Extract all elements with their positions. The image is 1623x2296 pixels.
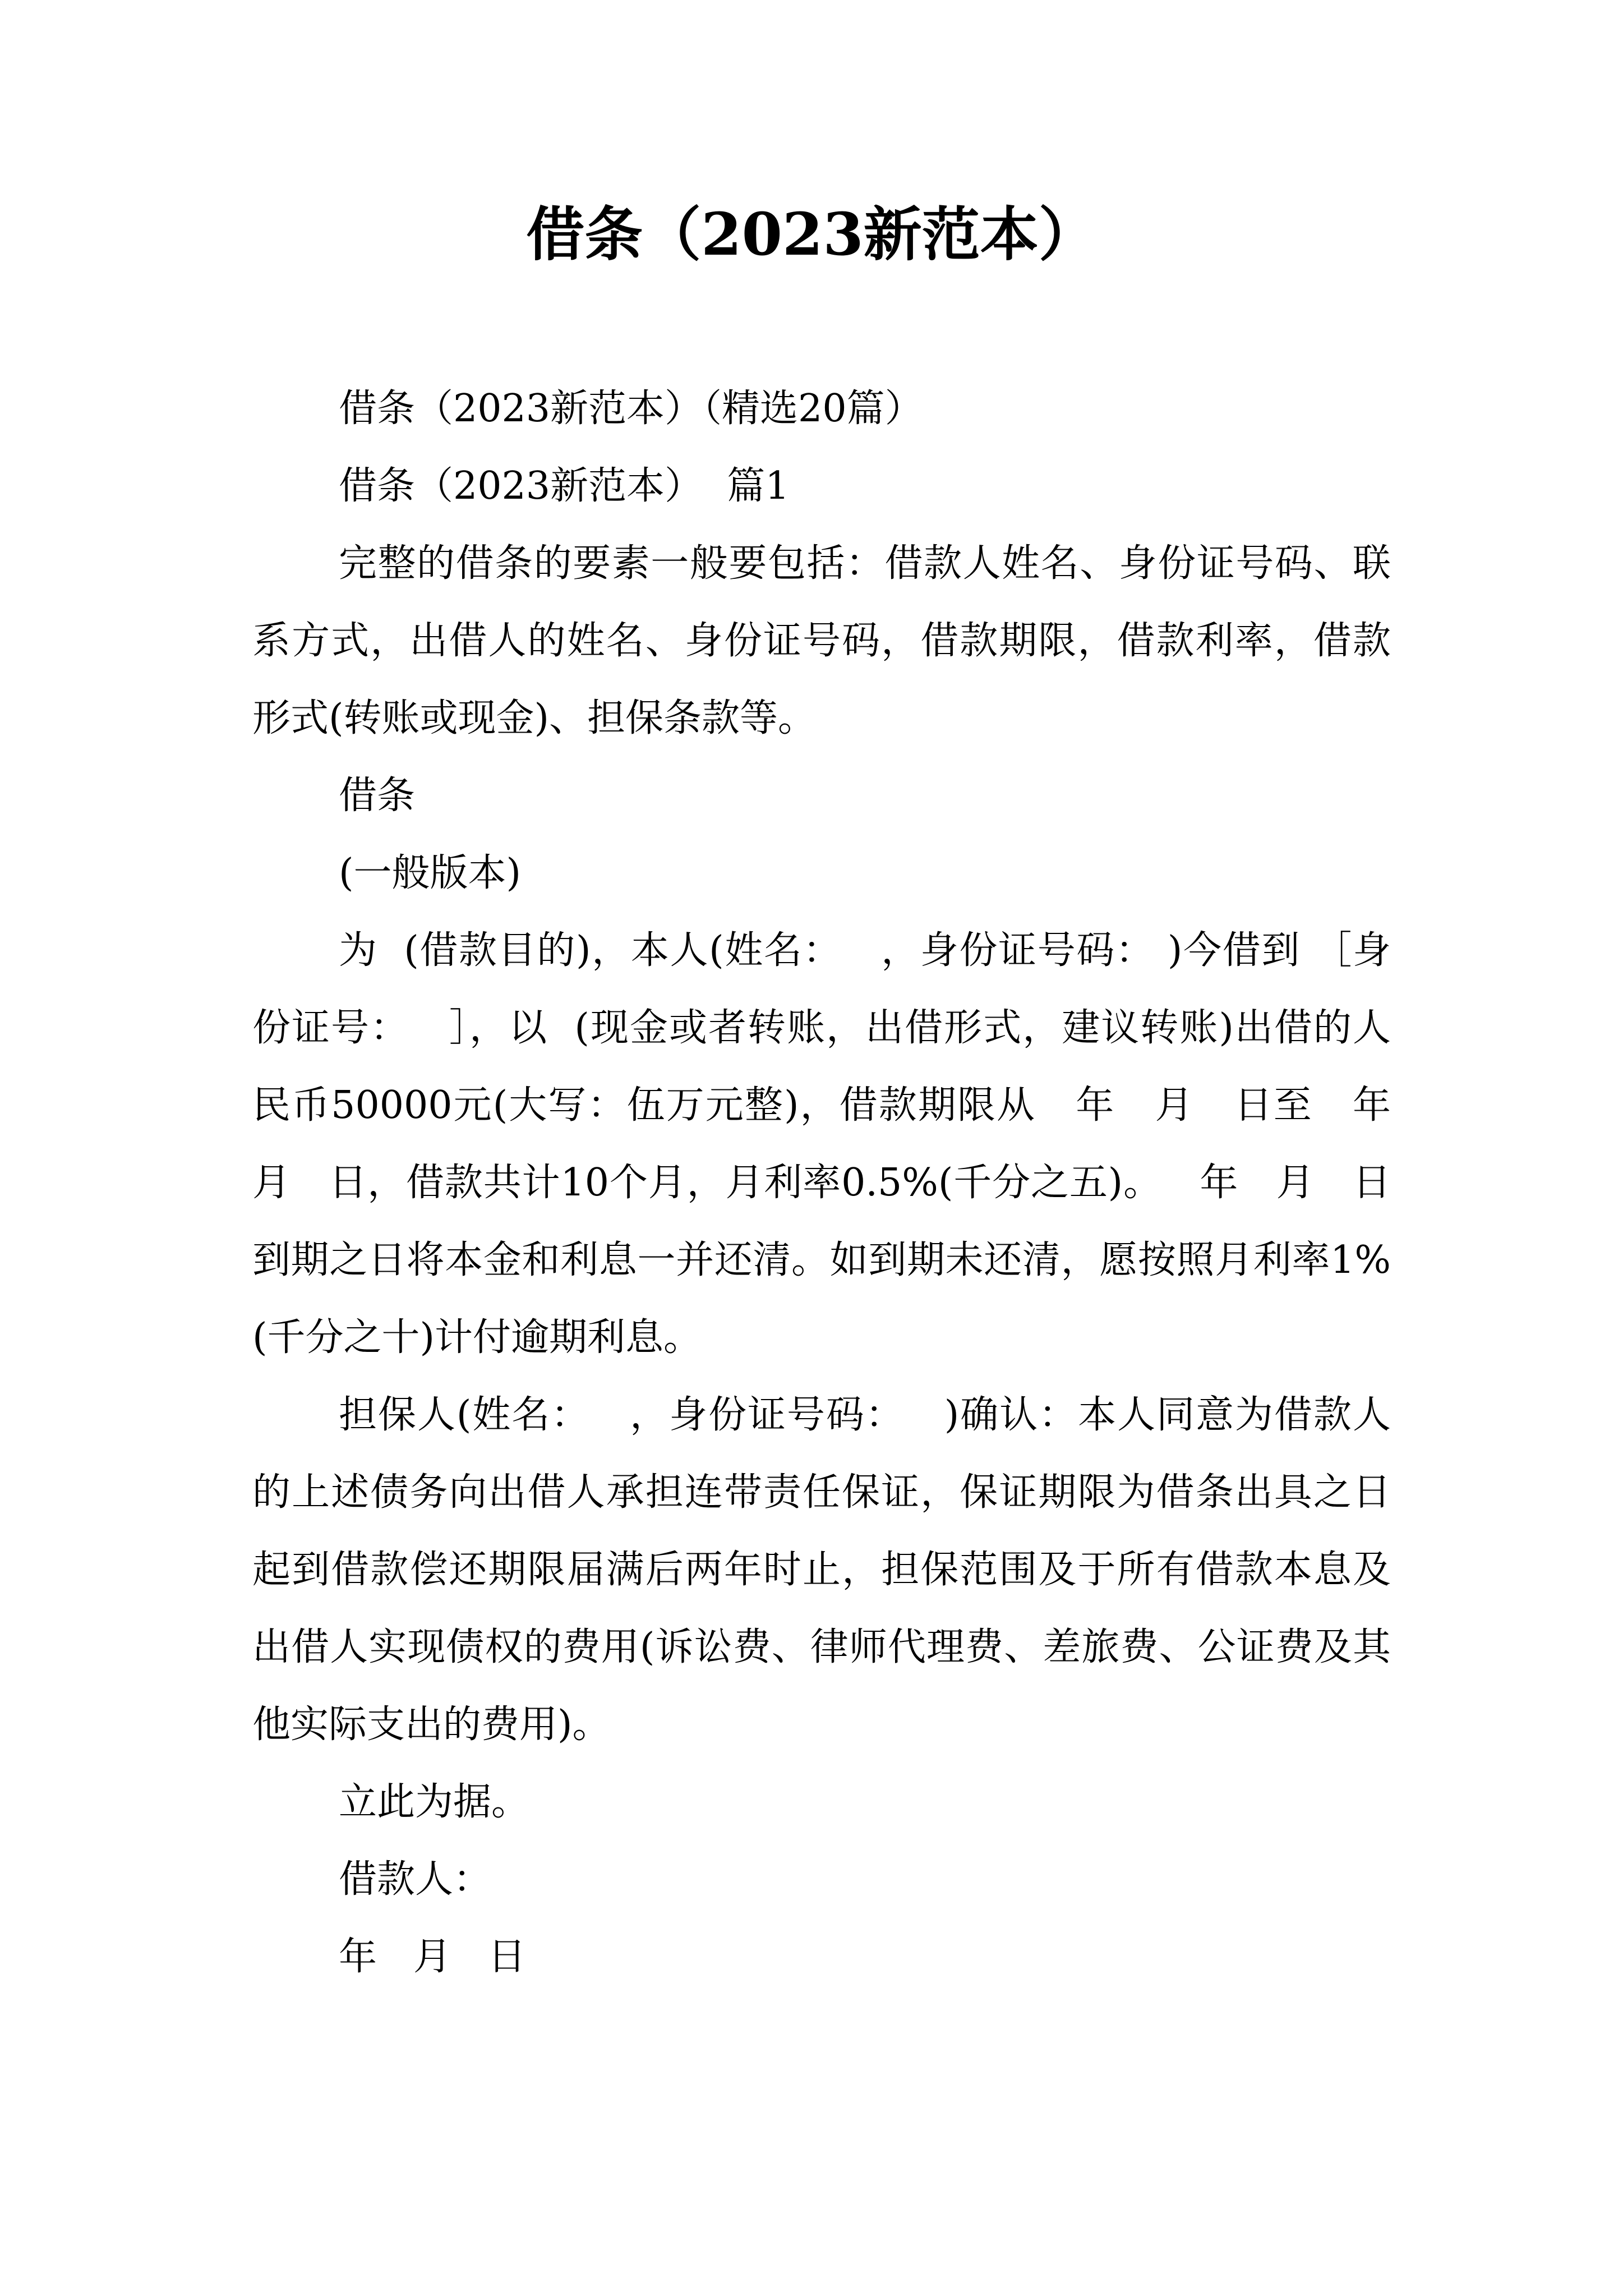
closing-statement: 立此为据。 <box>339 1780 530 1824</box>
article-heading: 借条（2023新范本） 篇1 <box>339 464 790 508</box>
version-label: (一般版本) <box>339 851 522 895</box>
intro-paragraph: 完整的借条的要素一般要包括：借款人姓名、身份证号码、联系方式，出借人的姓名、身份证号码，借款期限，借款利率，借款形式(转账或现金)、担保条款等。 <box>252 541 1391 740</box>
collection-heading: 借条（2023新范本）（精选20篇） <box>339 386 923 431</box>
document-body <box>252 370 1427 1996</box>
borrower-signature-line: 借款人： <box>339 1857 492 1902</box>
loan-terms-paragraph: 为 (借款目的)，本人(姓名： ，身份证号码： )今借到 ［身份证号： ］，以 (现金或者转账，出借形式，建议转账)出借的人民币50000元(大写：伍万元整)，借款期限从 年 月 日至 年 月 日，借款共计10个月，月利率0.5%(千分之五)。 年 月 日到期之日将本金和利息一并还清。如到期未还清，愿按照月利率1%(千分之十)计付逾期利息。 <box>252 928 1427 1360</box>
iou-heading: 借条 <box>339 774 416 818</box>
guarantor-paragraph: 担保人(姓名： ，身份证号码： )确认：本人同意为借款人的上述债务向出借人承担连带责任保证，保证期限为借条出具之日起到借款偿还期限届满后两年时止，担保范围及于所有借款本息及出借人实现债权的费用(诉讼费、律师代理费、差旅费、公证费及其他实际支出的费用)。 <box>252 1393 1391 1747</box>
document-title: 借条（2023新范本） <box>526 200 1097 269</box>
date-line: 年 月 日 <box>339 1935 526 1979</box>
